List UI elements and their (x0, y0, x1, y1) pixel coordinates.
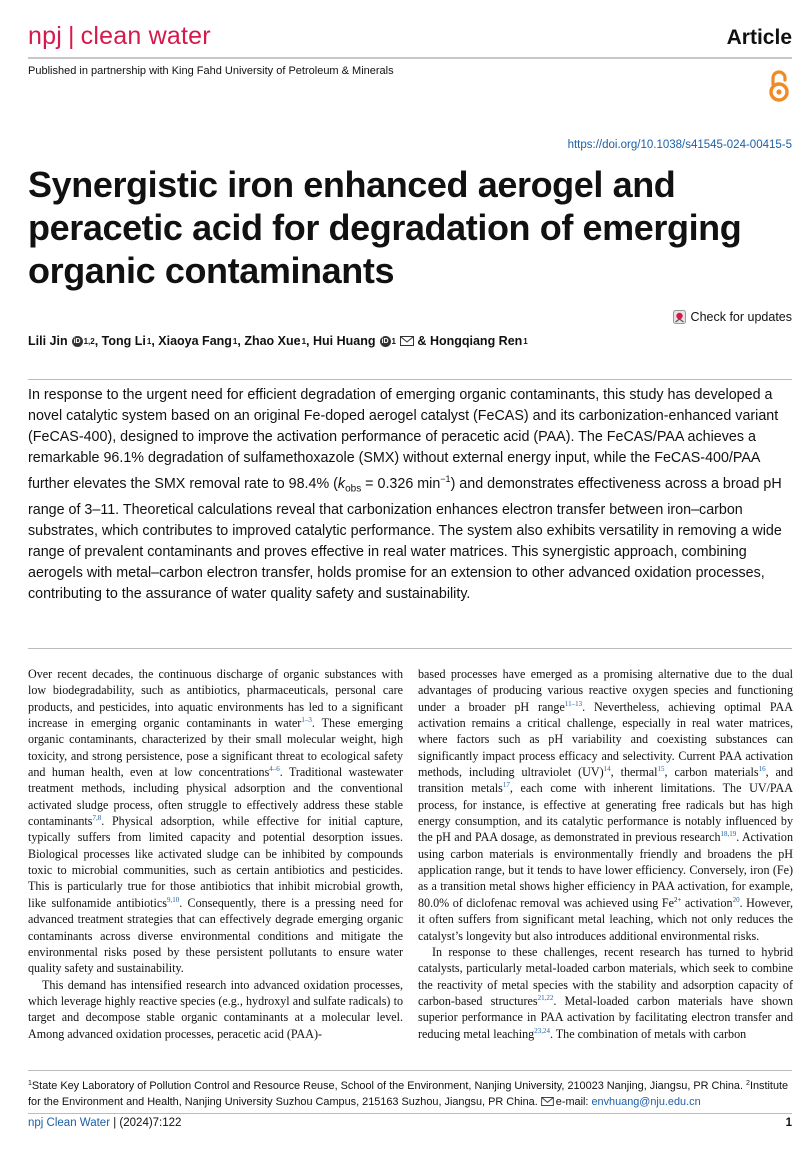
reference-link[interactable]: 7,8 (92, 814, 102, 823)
footer-separator: | (110, 1117, 120, 1129)
open-access-lock-icon[interactable] (766, 70, 792, 102)
email-icon (541, 1097, 554, 1106)
rate-constant-subscript: obs (345, 483, 362, 495)
author-affiliation-ref: 1,2 (83, 336, 95, 346)
body-text: . Metal-loaded carbon materials have shown superior performance in PAA activation by facilitating electron transfer and reducing metal leaching (418, 993, 793, 1041)
author-affiliation-ref: 1 (232, 336, 238, 346)
reference-link[interactable]: 20 (732, 895, 740, 904)
reference-link[interactable]: 16 (758, 765, 766, 774)
reference-link[interactable]: 18,19 (720, 830, 737, 839)
check-for-updates-button[interactable] (673, 310, 792, 324)
abstract-bottom-rule (28, 648, 792, 649)
footer-rule (28, 1113, 792, 1114)
reference-link[interactable]: 11–13 (564, 699, 583, 708)
body-text: . Consequently, there is a pressing need for advanced treatment strategies that can effectively degrade emerging organic contaminants across diverse environmental conditions and mitigate the environmental risks posed by these persistent pollutants to ensure water quality safety and sustainability. (28, 895, 403, 976)
body-text: based processes have emerged as a promising alternative due to the dual advantages of producing various reactive oxygen species and functioning under a broader pH range (418, 667, 793, 714)
author-amp: & (413, 334, 430, 348)
body-paragraph (418, 666, 793, 944)
affiliation-number: 1 (28, 1080, 32, 1087)
author-affiliation-ref: 1 (301, 336, 307, 346)
orcid-icon[interactable]: iD (381, 337, 389, 345)
email-label: e-mail: (555, 1096, 592, 1108)
body-text: Over recent decades, the continuous discharge of organic substances with low biodegradability, such as antibiotics, pharmaceuticals, personal care products, and pesticides, into aquatic environments has led to a significant increase in emerging organic contaminants in water (28, 667, 403, 731)
abstract-text: ) and demonstrates effectiveness across a broad pH range of 3–11. Theoretical calculations reveal that carbonization enhances electron transfer between iron–carbon substrates, which contributes to improved catalytic performance. The system also exhibits versatility in removing a wide range of prevalent contaminants and proves effective in real water matrices. This synergistic approach, combining aerogels with metal–carbon electron transfer, holds promise for an extension to other advanced oxidation processes, contributing to the assurance of water quality safety and sustainability. (28, 475, 782, 602)
author-separator: , (306, 334, 313, 348)
header-divider (28, 57, 792, 59)
footer-journal-link[interactable]: npj Clean Water (28, 1117, 111, 1129)
body-column-right (418, 666, 793, 1042)
article-type-label: Article (726, 26, 792, 49)
corresponding-email-link[interactable]: envhuang@nju.edu.cn (591, 1096, 701, 1108)
rate-constant-symbol: k (337, 475, 346, 492)
body-text: , thermal (610, 765, 658, 780)
orcid-icon[interactable]: iD (73, 337, 81, 345)
page-number: 1 (785, 1117, 792, 1129)
rate-constant-value: = 0.326 min (361, 475, 441, 492)
body-text: . These emerging organic contaminants, characterized by their small molecular weight, high toxicity, and strong persistence, pose a significant threat to ecological safety and human health, even at low concentrations (28, 716, 404, 780)
body-text: activation (681, 895, 733, 910)
partnership-statement: Published in partnership with King Fahd University of Petroleum & Minerals (28, 65, 394, 77)
author-name[interactable]: Zhao Xue (244, 334, 301, 348)
footer-citation (28, 1117, 181, 1129)
email-icon[interactable] (400, 336, 414, 346)
author-name[interactable]: Xiaoya Fang (158, 334, 232, 348)
doi-link[interactable]: https://doi.org/10.1038/s41545-024-00415-5 (567, 139, 792, 151)
author-name[interactable]: Lili Jin (28, 334, 68, 348)
body-paragraph (28, 666, 403, 977)
brand-separator: | (67, 22, 75, 50)
author-affiliation-ref: 1 (146, 336, 152, 346)
reference-link[interactable]: 1–3 (301, 716, 312, 725)
journal-brand[interactable] (28, 22, 211, 51)
author-separator: , (151, 334, 159, 348)
check-updates-label: Check for updates (690, 310, 792, 324)
author-name[interactable]: Hongqiang Ren (429, 334, 523, 348)
body-text: . Activation using carbon materials is environmentally friendly and broadens the pH application range, but it tends to have lower efficiency. Conversely, iron (Fe) as a transition metal shows higher efficiency in PAA activation, for example, 80.0% of diclofenac removal was achieved using Fe (418, 830, 793, 910)
reference-link[interactable]: 23,24 (534, 1026, 550, 1035)
body-paragraph: This demand has intensified research into advanced oxidation processes, which leverage highly reactive species (e.g., hydroxyl and sulfate radicals) to target and decompose stable organic contaminants at a molecular level. Among advanced oxidation processes, peracetic acid (PAA)- (28, 977, 403, 1041)
affiliation-number: 2 (746, 1080, 750, 1087)
journal-name: clean water (80, 22, 211, 50)
body-text: . Nevertheless, achieving optimal PAA activation remains a critical challenge, especially in real water matrices, where factors such as pH variability and coexisting substances can significantly impact process efficacy and selectivity. Current PAA activation methods, including ultraviolet (UV) (418, 699, 793, 780)
ion-charge: 2+ (673, 895, 682, 904)
brand-prefix: npj (28, 22, 62, 50)
body-text: , and transition metals (418, 765, 794, 796)
abstract-text: In response to the urgent need for efficient degradation of emerging organic contaminants, this study has developed a novel catalytic system based on an original Fe-doped aerogel catalyst (FeCAS) and its carbonization-enhanced variant (FeCAS-400), designed to improve the activation performance of peracetic acid (PAA). The FeCAS/PAA achieves a remarkable 96.1% degradation of sulfamethoxazole (SMX) without external energy input, while the FeCAS-400/PAA further elevates the SMX removal rate to 98.4% ( (28, 387, 779, 492)
body-text: , each come with inherent limitations. The UV/PAA process, for instance, is effective at generating free radicals but has high energy consumption, and its catalytic performance is notably influenced by the pH and PAA dosage, as demonstrated in previous research (418, 781, 794, 845)
reference-link[interactable]: 9,10 (166, 895, 180, 904)
author-affiliation-ref: 1 (391, 336, 396, 346)
reference-link[interactable]: 17 (502, 781, 510, 790)
reference-link[interactable]: 21,22 (537, 993, 554, 1002)
reference-link[interactable]: 14 (603, 765, 611, 774)
author-separator: , (94, 334, 102, 348)
abstract (28, 385, 794, 605)
author-list (28, 334, 528, 348)
author-name[interactable]: Hui Huang (313, 334, 376, 348)
affiliation-text: State Key Laboratory of Pollution Control and Resource Reuse, School of the Environment, Nanjing University, 210023 Nanjing, Jiangsu, PR China. (31, 1080, 747, 1092)
body-text: , carbon materials (664, 765, 759, 780)
article-title: Synergistic iron enhanced aerogel and peracetic acid for degradation of emerging organic contaminants (28, 164, 742, 291)
author-name[interactable]: Tong Li (101, 334, 146, 348)
body-text: . The combination of metals with carbon (549, 1026, 747, 1041)
abstract-top-rule (28, 379, 792, 380)
body-text: . However, it often suffers from significant metal leaching, which not only reduces the catalyst’s longevity but also introduces additional environmental risks. (418, 895, 793, 943)
body-text: In response to these challenges, recent research has turned to hybrid catalysts, particularly metal-loaded carbon materials, which seek to combine the reactivity of metal species with the stability and adsorption capacity of carbon-based structures (418, 944, 793, 1008)
affiliation-text: Institute for the Environment and Health, Nanjing University Suzhou Campus, 215163 Suzhou, Jiangsu, PR China. (28, 1080, 789, 1108)
footer-volume-citation: (2024)7:122 (119, 1117, 182, 1129)
author-separator: , (237, 334, 245, 348)
body-paragraph (418, 944, 793, 1042)
affiliations (28, 1078, 796, 1110)
rate-constant-unit-exponent: −1 (440, 474, 451, 484)
body-text: . Physical adsorption, while effective for initial capture, typically suffers from limited capacity and potential desorption issues. Biological processes like activated sludge can be inhibited by compounds toxic to microbial communities, such as certain antibiotics and pesticides. This is particularly true for those antibiotics that inhibit microbial growth, like sulfonamide antibiotics (28, 814, 403, 910)
body-column-left (28, 666, 403, 1042)
reference-link[interactable]: 15 (657, 765, 665, 774)
reference-link[interactable]: 4–6 (269, 765, 280, 774)
affiliations-rule (28, 1070, 792, 1071)
author-affiliation-ref: 1 (523, 336, 528, 346)
check-updates-icon (673, 310, 686, 324)
body-text: . Traditional wastewater treatment methods, including physical adsorption and the conventional activated sludge process, often struggle to effectively address these stable contaminants (28, 765, 403, 829)
